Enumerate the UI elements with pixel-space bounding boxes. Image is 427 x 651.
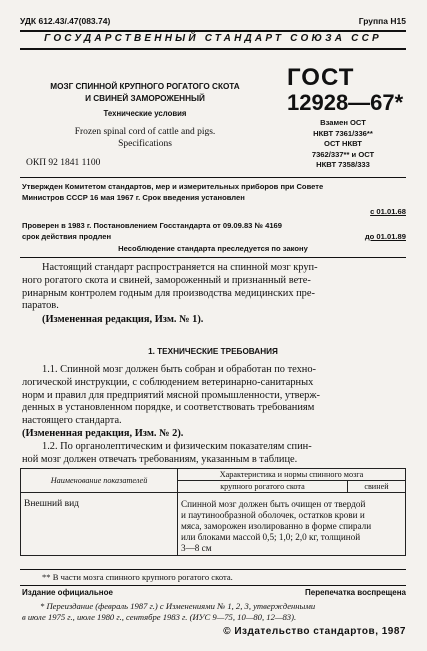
clause-1-2-line2: ной мозг должен отвечать требованиям, указанным в таблице. xyxy=(22,453,298,465)
clause-1-2 xyxy=(22,441,406,467)
replaced-line1: Взамен ОСТ xyxy=(320,118,366,127)
header-characteristics: Характеристика и нормы спинного мозга xyxy=(178,469,406,481)
title-en-line1: Frozen spinal cord of cattle and pigs. xyxy=(74,127,216,137)
extended-date: до 01.01.89 xyxy=(364,232,406,241)
title-en xyxy=(20,126,270,150)
requirements-table xyxy=(20,468,406,556)
reprint-line1: * Переиздание (февраль 1987 г.) с Изменениями № 1, 2, 3, утвержденными xyxy=(40,601,316,611)
revision-line1: Проверен в 1983 г. Постановлением Госстандарта от 09.09.83 № 4169 xyxy=(22,221,282,230)
intro-line4: паратов. xyxy=(22,300,59,312)
replaced-line2: НКВТ 7361/336** xyxy=(313,128,373,138)
clause-1-1-line4: денных в установленном порядке, и соответствовать требованиям xyxy=(22,402,315,414)
appearance-line2: и паутинообразной оболочек, остатков крови и xyxy=(181,510,365,520)
table-row xyxy=(21,493,406,556)
title-conditions: Технические условия xyxy=(103,109,187,118)
intro-line3: ринарным контролем годным для производства медицинских пре- xyxy=(22,287,315,299)
approval-top-rule xyxy=(20,177,406,178)
header-pigs: свиней xyxy=(347,481,405,493)
replaced-standards xyxy=(282,118,404,171)
banner-bottom-rule xyxy=(20,48,406,50)
udk-code: УДК 612.43/.47(083.74) xyxy=(20,16,111,26)
replaced-line3: ОСТ НКВТ xyxy=(324,139,362,148)
edition-rule xyxy=(20,585,406,586)
row-appearance-name: Внешний вид xyxy=(21,493,178,556)
clause-1-2-line1: 1.2. По органолептическим и физическим показателям спин- xyxy=(42,441,312,452)
intro-line1: Настоящий стандарт распространяется на спинной мозг круп- xyxy=(42,262,318,273)
appearance-line1: Спинной мозг должен быть очищен от твердой xyxy=(181,499,366,509)
gost-number: 12928—67* xyxy=(287,90,404,115)
revision-line2: срок действия продлен xyxy=(22,231,112,241)
section-heading: 1. ТЕХНИЧЕСКИЕ ТРЕБОВАНИЯ xyxy=(148,347,278,356)
reprint-note xyxy=(22,601,406,623)
title-ru xyxy=(20,81,270,105)
amendment-note-2: (Измененная редакция, Изм. № 2). xyxy=(22,428,184,439)
amendment-note-1: (Измененная редакция, Изм. № 1). xyxy=(42,314,204,325)
reprint-line2: в июле 1975 г., июле 1980 г., сентябре 1983 г. (ИУС 9—75, 10—80, 12—83). xyxy=(22,612,297,622)
intro-top-rule xyxy=(20,257,406,258)
approval-line2: Министров СССР 16 мая 1967 г. Срок введения установлен xyxy=(22,192,245,202)
approval-line1: Утвержден Комитетом стандартов, мер и измерительных приборов при Совете xyxy=(22,182,324,191)
row-appearance-value xyxy=(178,493,406,556)
gost-label: ГОСТ xyxy=(287,64,355,91)
footnote: ** В части мозга спинного крупного рогатого скота. xyxy=(42,572,233,582)
appearance-line4: или блоками массой 0,5; 1,0; 2,0 кг, толщиной xyxy=(181,532,361,542)
approval-block xyxy=(22,182,406,203)
clause-1-1-line1: 1.1. Спинной мозг должен быть собран и обработан по техно- xyxy=(42,364,317,375)
replaced-line5: НКВТ 7358/333 xyxy=(316,160,370,169)
header-cattle: крупного рогатого скота xyxy=(178,481,348,493)
title-en-line2: Specifications xyxy=(118,139,172,149)
intro-line2: ного рогатого скота и свиней, замороженный и признанный вете- xyxy=(22,274,311,286)
okp-code: ОКП 92 1841 1100 xyxy=(26,158,101,168)
legal-notice: Несоблюдение стандарта преследуется по закону xyxy=(118,244,308,253)
clause-1-1-line5: настоящего стандарта. xyxy=(22,415,122,427)
clause-1-1-line3: норм и правил для предприятий мясной промышленности, утверж- xyxy=(22,389,320,401)
appearance-line3: мяса, заморожен изолированно в форме спирали xyxy=(181,521,372,531)
title-ru-line1: МОЗГ СПИННОЙ КРУПНОГО РОГАТОГО СКОТА xyxy=(50,82,240,91)
clause-1-1-line2: логической инструкции, с соблюдением ветеринарно-санитарных xyxy=(22,376,314,388)
reprint-prohibited: Перепечатка воспрещена xyxy=(305,588,406,597)
group-code: Группа Н15 xyxy=(358,16,406,26)
title-ru-line2: И СВИНЕЙ ЗАМОРОЖЕННЫЙ xyxy=(85,94,205,103)
table-header-row xyxy=(21,469,406,481)
replaced-line4: 7362/337** и ОСТ xyxy=(311,149,375,159)
official-edition: Издание официальное xyxy=(22,588,113,597)
intro-paragraph xyxy=(22,262,406,313)
requirements-grid xyxy=(20,468,406,556)
header-indicator: Наименование показателей xyxy=(21,469,178,493)
footnote-rule xyxy=(20,569,406,570)
copyright: © Издательство стандартов, 1987 xyxy=(223,626,406,637)
standard-banner: ГОСУДАРСТВЕННЫЙ СТАНДАРТ СОЮЗА ССР xyxy=(44,33,382,44)
appearance-line5: 3—8 см xyxy=(181,543,212,553)
effective-date: с 01.01.68 xyxy=(370,207,406,216)
clause-1-1 xyxy=(22,364,406,428)
banner-top-rule xyxy=(20,30,406,32)
